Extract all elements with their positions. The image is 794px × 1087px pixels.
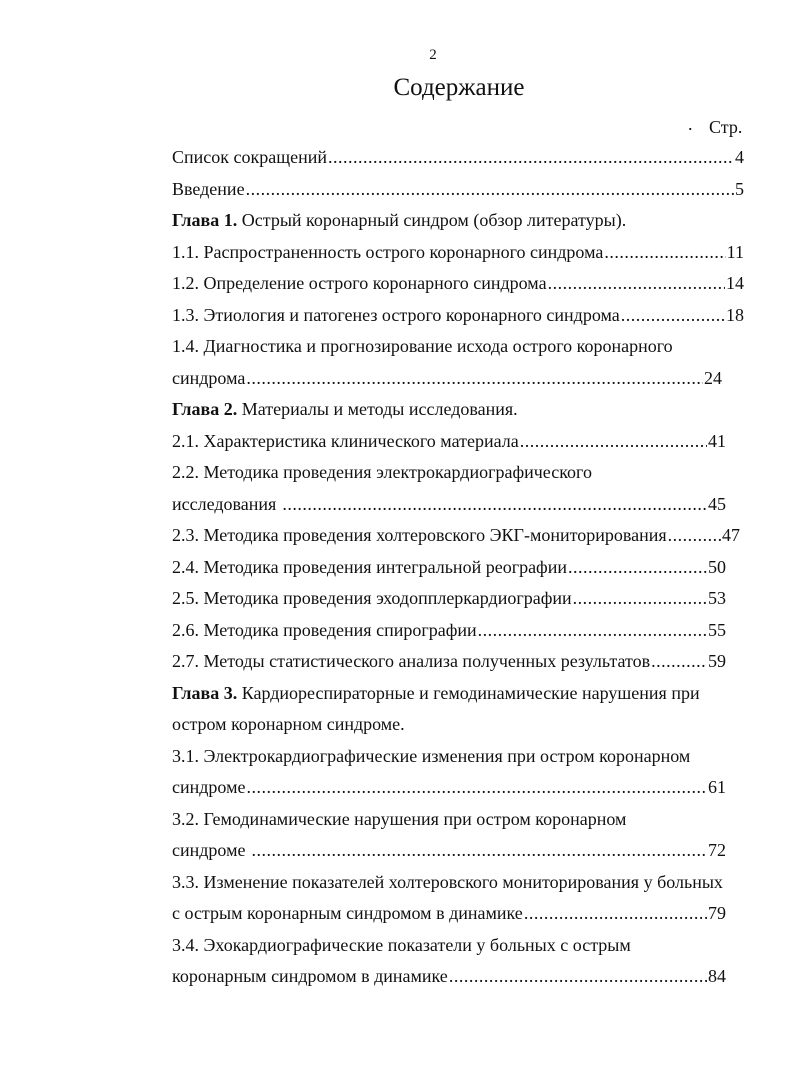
toc-entry-page: 59: [708, 651, 726, 671]
toc-entry-page: 55: [708, 619, 726, 640]
toc-entry: [172, 772, 726, 804]
toc-entry: [172, 489, 726, 521]
toc-entry-text: Список сокращений: [172, 147, 327, 167]
leader-dots: [668, 520, 721, 552]
toc-entry: [172, 237, 744, 269]
toc-entry-text: 1.4. Диагностика и прогнозирование исхода острого коронарного: [172, 336, 673, 356]
leader-dots: [478, 615, 707, 647]
toc-entry-text-line: [172, 741, 744, 773]
toc-entry: [172, 615, 726, 647]
toc-entry-page: 45: [708, 493, 726, 514]
toc-entry: [172, 835, 726, 867]
toc-entry-page: 61: [708, 777, 726, 797]
toc-entry: [172, 552, 726, 584]
toc-entry-text: 2.7. Методы статистического анализа полученных результатов: [172, 651, 651, 671]
leader-dots: [548, 268, 725, 300]
toc-entry-text: 2.2. Методика проведения электрокардиографического: [172, 462, 592, 482]
leader-dots: [568, 552, 707, 584]
page-title: Содержание: [393, 74, 525, 101]
toc-entry-continuation: с острым коронарным синдромом в динамике: [172, 903, 523, 923]
leader-dots: [246, 772, 707, 804]
toc-entry-page: 11: [726, 241, 744, 262]
toc-entry-text: 3.4. Эхокардиографические показатели у больных с острым: [172, 934, 631, 955]
toc-entry-text: 1.1. Распространенность острого коронарного синдрома: [172, 241, 604, 262]
page-number: 2: [429, 47, 437, 63]
toc-entry-page: 50: [708, 556, 726, 577]
page-label-mark: .: [688, 114, 693, 134]
toc-entry-continuation: коронарным синдромом в динамике: [172, 966, 448, 986]
toc-entry: [172, 268, 744, 300]
toc-entry-continuation: синдрома: [172, 367, 246, 388]
toc-entry-text: 1.3. Этиология и патогенез острого коронарного синдрома: [172, 304, 620, 325]
leader-dots: [246, 363, 703, 395]
toc-entry: [172, 961, 726, 993]
toc-entry-text: 3.3. Изменение показателей холтеровского мониторирования у больных: [172, 871, 723, 892]
leader-dots: [328, 142, 734, 174]
toc-chapter-3: [172, 678, 744, 710]
toc-entry-text: 2.3. Методика проведения холтеровского ЭКГ-мониторирования: [172, 525, 667, 545]
toc-entry-page: 53: [708, 588, 726, 608]
leader-dots: [573, 583, 707, 615]
toc-entry-page: 5: [735, 178, 744, 199]
leader-dots: [282, 489, 707, 521]
toc-entry-page: 18: [726, 304, 744, 325]
chapter-label: Глава 3.: [172, 682, 238, 703]
toc-entry-text: Введение: [172, 178, 245, 199]
toc-entry-page: 4: [735, 147, 744, 167]
toc-entry-text-line: [172, 867, 744, 899]
toc-entry-continuation: исследования: [172, 493, 277, 514]
toc-entry-page: 84: [708, 966, 726, 986]
toc-entry-abbreviations: [172, 142, 744, 174]
toc-chapter-1: [172, 205, 744, 237]
leader-dots: [251, 835, 707, 867]
chapter-label: Глава 1.: [172, 210, 238, 230]
leader-dots: [604, 237, 725, 269]
toc-entry-page: 47: [722, 525, 740, 545]
leader-dots: [621, 300, 725, 332]
leader-dots: [449, 961, 707, 993]
toc-entry-text-line: [172, 457, 744, 489]
leader-dots: [651, 646, 707, 678]
toc-entry-text-line: [172, 331, 744, 363]
toc-entry-text: 2.6. Методика проведения спирографии: [172, 619, 477, 640]
toc-entry: [172, 300, 744, 332]
toc-entry-text: 2.4. Методика проведения интегральной реографии: [172, 556, 567, 577]
toc-entry-continuation: синдроме: [172, 777, 246, 797]
chapter-title: Кардиореспираторные и гемодинамические нарушения при: [237, 682, 700, 703]
toc-entry-text: 1.2. Определение острого коронарного синдрома: [172, 273, 547, 293]
toc-entry-text-line: [172, 804, 744, 836]
toc-entry: [172, 646, 726, 678]
toc-entry: [172, 898, 726, 930]
toc-entry-text: 2.5. Методика проведения эходопплеркардиографии: [172, 588, 572, 608]
toc-entry: [172, 426, 726, 458]
toc-chapter-3-continuation: [172, 709, 744, 741]
leader-dots: [524, 898, 707, 930]
toc-entry-page: 14: [726, 273, 744, 293]
toc-entry: [172, 520, 740, 552]
toc-entry-continuation: синдроме: [172, 840, 246, 860]
toc-entry-text: 3.1. Электрокардиографические изменения при остром коронарном: [172, 745, 691, 766]
toc-entry-page: 72: [708, 840, 726, 860]
leader-dots: [246, 174, 734, 206]
toc-entry: [172, 583, 726, 615]
page-column-label: Стр.: [709, 117, 743, 137]
chapter-label: Глава 2.: [172, 399, 238, 419]
toc-entry: [172, 363, 722, 395]
toc-chapter-2: [172, 394, 744, 426]
table-of-contents: [172, 142, 744, 993]
leader-dots: [520, 426, 707, 458]
chapter-title: Материалы и методы исследования.: [237, 399, 518, 419]
toc-entry-text-line: [172, 930, 744, 962]
chapter-title-continuation: остром коронарном синдроме.: [172, 714, 405, 734]
toc-entry-introduction: [172, 174, 744, 206]
toc-entry-text: 3.2. Гемодинамические нарушения при остром коронарном: [172, 808, 627, 829]
toc-entry-page: 41: [708, 430, 726, 451]
toc-entry-page: 79: [708, 903, 726, 923]
toc-entry-text: 2.1. Характеристика клинического материала: [172, 430, 519, 451]
toc-entry-page: 24: [704, 367, 722, 388]
chapter-title: Острый коронарный синдром (обзор литературы).: [237, 210, 627, 230]
